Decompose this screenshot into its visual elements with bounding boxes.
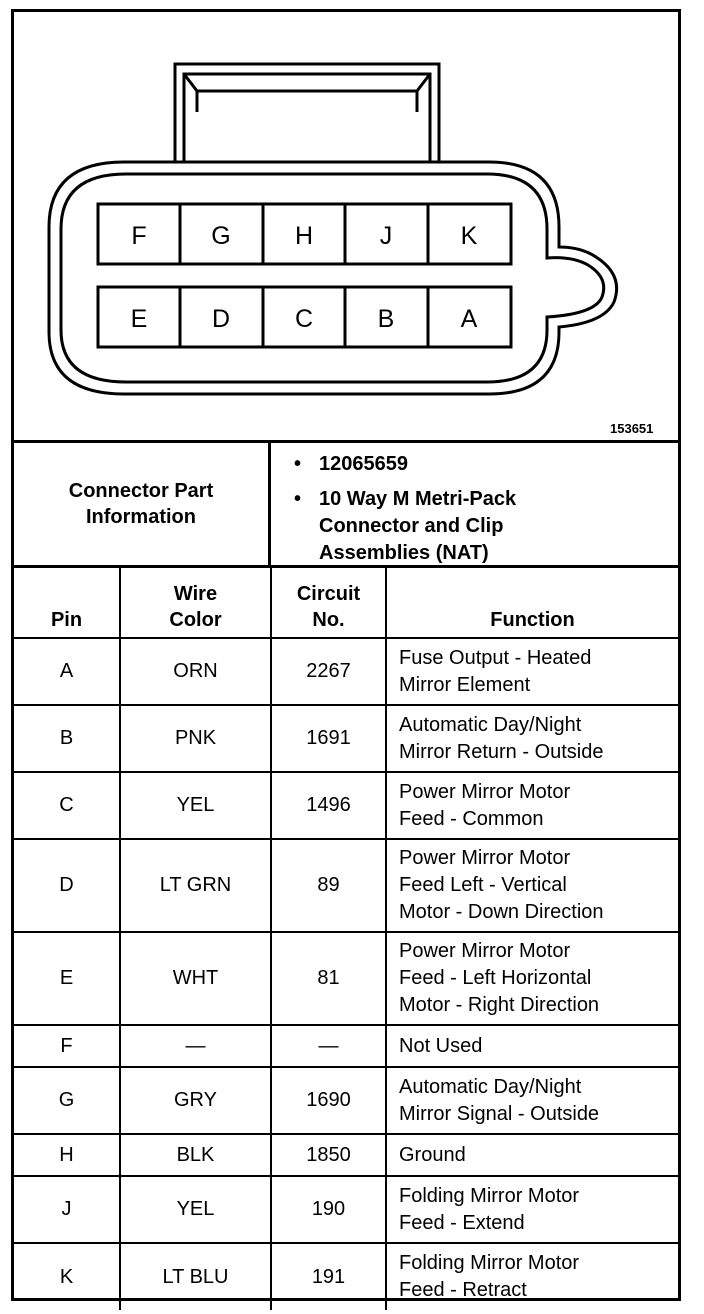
table-row <box>14 1176 678 1243</box>
circuit-number-cell: 191 <box>271 1243 386 1310</box>
function-line: Feed - Left Horizontal <box>399 967 592 989</box>
table-row <box>14 1067 678 1134</box>
circuit-number-cell: 2267 <box>271 638 386 705</box>
connector-info-item <box>294 451 516 478</box>
wire-color-cell: GRY <box>120 1067 271 1134</box>
wire-color-cell: ORN <box>120 638 271 705</box>
function-line: Not Used <box>399 1034 483 1057</box>
pin-cell: G <box>14 1067 120 1134</box>
wire-color-cell: BLK <box>120 1134 271 1176</box>
pin-label: K <box>460 222 478 250</box>
connector-diagram-frame <box>11 9 681 1301</box>
connector-info-text: Connector and Clip <box>319 515 504 537</box>
header-pin: Pin <box>14 566 120 638</box>
wire-color-cell: WHT <box>120 932 271 1025</box>
function-line: Automatic Day/Night <box>399 1075 582 1098</box>
table-row <box>14 932 678 1025</box>
table-row <box>14 839 678 932</box>
header-wire-color: Wire Color <box>120 566 271 638</box>
pin-table-body <box>14 638 678 1310</box>
function-line: Motor - Down Direction <box>399 901 604 923</box>
pin-label: J <box>379 222 393 250</box>
pin-label: G <box>211 222 231 250</box>
circuit-number-cell: 81 <box>271 932 386 1025</box>
connector-drawing <box>14 12 684 440</box>
connector-face-diagram <box>14 12 684 440</box>
pin-cell: B <box>14 705 120 772</box>
function-line: Feed - Common <box>399 807 544 830</box>
wire-color-cell: PNK <box>120 705 271 772</box>
connector-info-text: Assemblies (NAT) <box>319 542 489 564</box>
pin-cell: J <box>14 1176 120 1243</box>
pin-assignment-table <box>14 565 678 1310</box>
function-cell <box>386 705 678 772</box>
connector-info-label-line: Information <box>86 506 196 528</box>
pin-label: H <box>294 222 314 250</box>
function-line: Feed - Extend <box>399 1211 525 1234</box>
table-row <box>14 705 678 772</box>
table-header-row <box>14 566 678 638</box>
function-cell <box>386 638 678 705</box>
wire-color-cell: YEL <box>120 772 271 839</box>
function-line: Ground <box>399 1143 466 1166</box>
wire-color-cell: LT GRN <box>120 839 271 932</box>
function-line: Mirror Signal - Outside <box>399 1102 600 1125</box>
pin-cell: A <box>14 638 120 705</box>
function-cell <box>386 932 678 1025</box>
function-cell <box>386 1025 678 1067</box>
pin-cell: C <box>14 772 120 839</box>
table-row <box>14 1243 678 1310</box>
function-cell <box>386 1243 678 1310</box>
function-line: Feed Left - Vertical <box>399 874 567 896</box>
function-line: Mirror Return - Outside <box>399 740 604 763</box>
pin-cell: E <box>14 932 120 1025</box>
table-row <box>14 638 678 705</box>
function-line: Automatic Day/Night <box>399 713 582 736</box>
function-line: Fuse Output - Heated <box>399 646 592 669</box>
circuit-number-cell: 89 <box>271 839 386 932</box>
connector-info-item <box>294 486 516 567</box>
function-cell <box>386 1134 678 1176</box>
wire-color-cell: — <box>120 1025 271 1067</box>
bullet-icon: • <box>294 453 302 475</box>
function-cell <box>386 1176 678 1243</box>
function-line: Power Mirror Motor <box>399 940 571 962</box>
connector-info-text: 10 Way M Metri-Pack <box>319 488 517 510</box>
circuit-number-cell: 1690 <box>271 1067 386 1134</box>
pin-label: D <box>211 305 231 333</box>
connector-part-information <box>14 440 678 568</box>
connector-info-list <box>294 451 516 567</box>
pin-cell: K <box>14 1243 120 1310</box>
circuit-number-cell: 190 <box>271 1176 386 1243</box>
header-circuit-no: Circuit No. <box>271 566 386 638</box>
pin-cell: F <box>14 1025 120 1067</box>
function-cell <box>386 772 678 839</box>
function-line: Power Mirror Motor <box>399 780 571 803</box>
function-cell <box>386 1067 678 1134</box>
connector-info-label <box>14 443 271 565</box>
table-row <box>14 772 678 839</box>
pin-cell: H <box>14 1134 120 1176</box>
circuit-number-cell: 1496 <box>271 772 386 839</box>
pin-label: B <box>377 305 395 333</box>
connector-info-text: 12065659 <box>319 453 408 475</box>
wire-color-cell: YEL <box>120 1176 271 1243</box>
pin-label: C <box>294 305 314 333</box>
function-line: Feed - Retract <box>399 1279 527 1301</box>
pin-label: E <box>130 305 148 333</box>
header-function: Function <box>386 566 678 638</box>
figure-reference-number: 153651 <box>610 421 654 436</box>
connector-info-label-line: Connector Part <box>68 480 214 502</box>
function-line: Folding Mirror Motor <box>399 1252 580 1274</box>
table-row <box>14 1134 678 1176</box>
pin-label: A <box>460 305 478 333</box>
circuit-number-cell: 1691 <box>271 705 386 772</box>
circuit-number-cell: — <box>271 1025 386 1067</box>
bullet-icon: • <box>294 488 302 510</box>
function-line: Folding Mirror Motor <box>399 1184 580 1207</box>
circuit-number-cell: 1850 <box>271 1134 386 1176</box>
function-line: Power Mirror Motor <box>399 847 571 869</box>
wire-color-cell: LT BLU <box>120 1243 271 1310</box>
function-cell <box>386 839 678 932</box>
table-row <box>14 1025 678 1067</box>
pin-label: F <box>131 222 147 250</box>
function-line: Mirror Element <box>399 673 531 696</box>
pin-cell: D <box>14 839 120 932</box>
function-line: Motor - Right Direction <box>399 994 600 1016</box>
